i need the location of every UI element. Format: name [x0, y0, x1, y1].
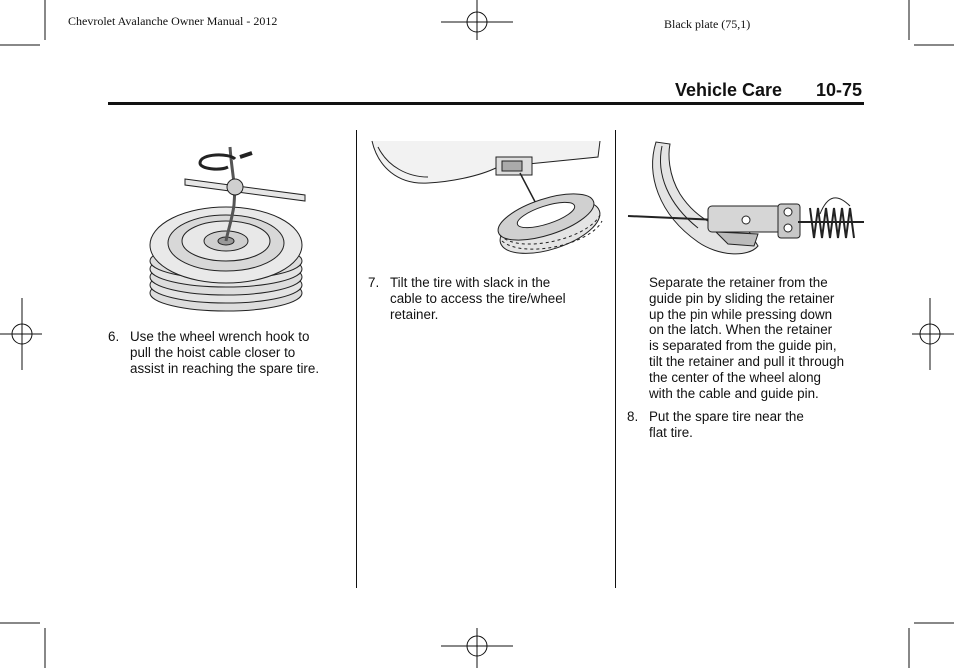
paragraph-line: on the latch. When the retainer [649, 322, 833, 338]
registration-mark-top [441, 0, 513, 40]
paragraph-line: up the pin while pressing down [649, 306, 833, 322]
retainer-guide-pin-latch-illustration [628, 134, 868, 269]
column-divider-2 [615, 130, 616, 588]
paragraph-line: Separate the retainer from the [649, 275, 828, 290]
paragraph-line: guide pin by sliding the retainer [649, 290, 835, 306]
registration-mark-right [912, 298, 954, 370]
step-number: 6. [108, 329, 120, 344]
paragraph-line: with the cable and guide pin. [649, 385, 819, 401]
step-line: assist in reaching the spare tire. [130, 360, 320, 376]
step-line: Tilt the tire with slack in the [390, 275, 551, 290]
step-number: 8. [627, 409, 639, 424]
step-line: cable to access the tire/wheel [390, 290, 566, 306]
registration-mark-left [0, 298, 42, 370]
paragraph-line: the center of the wheel along [649, 369, 821, 385]
section-title: Vehicle Care [675, 80, 783, 100]
step-line: flat tire. [649, 424, 693, 440]
step-number: 7. [368, 275, 380, 290]
tilted-spare-tire-under-vehicle-illustration [368, 137, 608, 262]
step-line: retainer. [390, 306, 439, 322]
registration-mark-bottom [441, 628, 513, 668]
step-line: pull the hoist cable closer to [130, 344, 296, 360]
manual-title: Chevrolet Avalanche Owner Manual - 2012 [68, 14, 278, 28]
paragraph-line: is separated from the guide pin, [649, 338, 837, 354]
paragraph-line: tilt the retainer and pull it through [649, 353, 845, 369]
header-rule [108, 102, 864, 105]
step-line: Put the spare tire near the [649, 409, 804, 424]
step-line: Use the wheel wrench hook to [130, 329, 310, 344]
retainer-instructions [649, 275, 869, 401]
page-number: 10-75 [816, 80, 863, 100]
wheel-wrench-hook-cable-illustration [140, 145, 380, 315]
plate-label: Black plate (75,1) [664, 17, 751, 31]
